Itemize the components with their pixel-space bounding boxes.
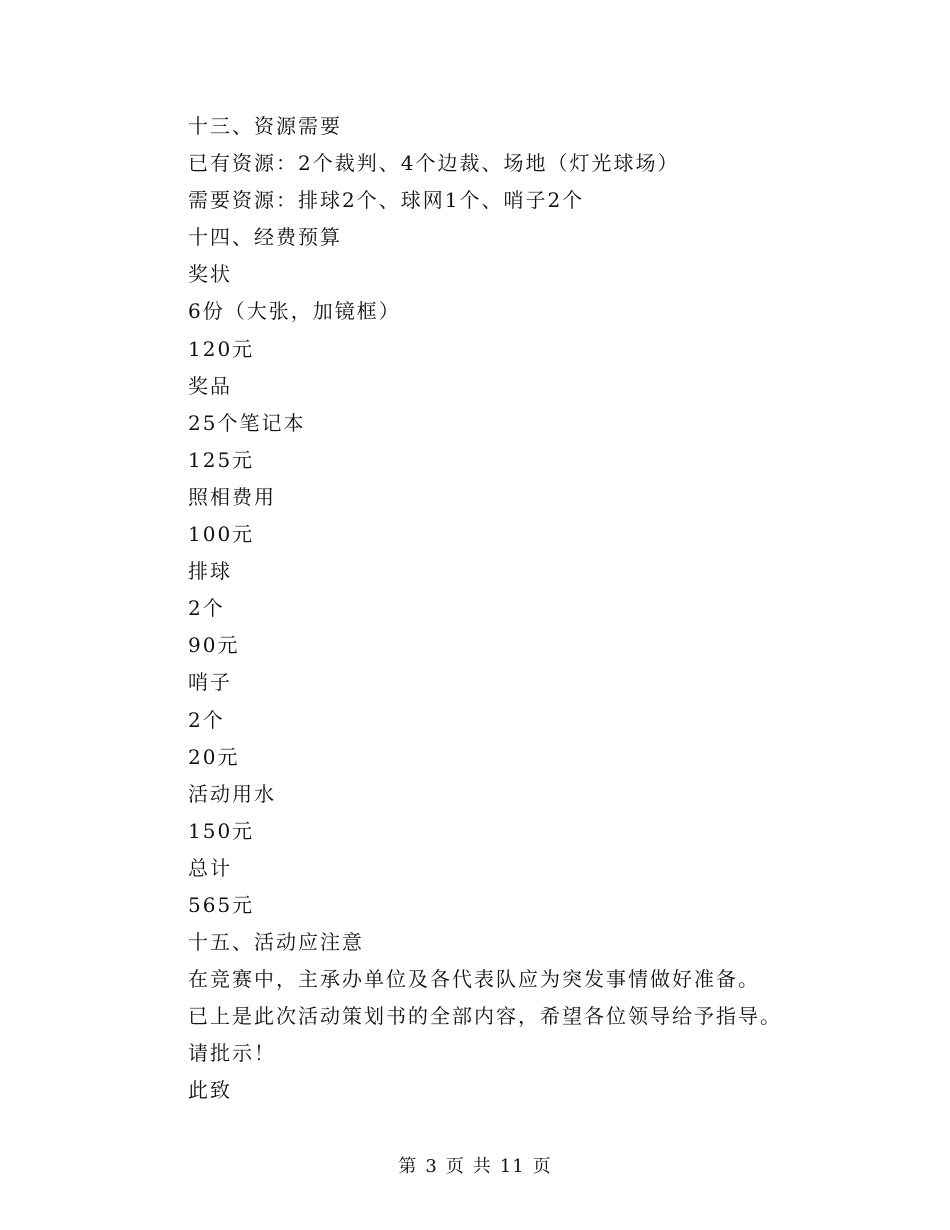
budget-item-quantity: 25个笔记本 [188,410,306,435]
budget-item-cost: 90元 [188,633,240,658]
closing-line: 此致 [188,1078,232,1103]
budget-total-value: 565元 [188,892,255,917]
page-footer [0,1152,950,1178]
budget-item-cost: 100元 [188,522,255,547]
footer-total-prefix: 共 [472,1156,492,1177]
footer-total-suffix: 页 [532,1156,552,1177]
section-heading-notes: 十五、活动应注意 [188,930,364,955]
budget-item-quantity: 2个 [188,707,225,732]
footer-page-mid: 页 [445,1156,465,1177]
paragraph-line: 已上是此次活动策划书的全部内容，希望各位领导给予指导。 [188,1004,782,1029]
footer-current-page: 3 [425,1156,438,1177]
paragraph-line: 请批示！ [188,1041,276,1066]
document-body [188,108,868,1110]
budget-item-name: 奖状 [188,262,232,287]
budget-item-cost: 150元 [188,818,255,843]
paragraph-line: 需要资源：排球2个、球网1个、哨子2个 [188,188,585,213]
paragraph-line: 在竞赛中，主承办单位及各代表队应为突发事情做好准备。 [188,967,760,992]
budget-item-name: 活动用水 [188,781,276,806]
budget-item-name: 奖品 [188,373,232,398]
budget-item-cost: 20元 [188,744,240,769]
footer-page-prefix: 第 [398,1156,418,1177]
paragraph-line: 已有资源：2个裁判、4个边裁、场地（灯光球场） [188,151,680,176]
budget-item-name: 排球 [188,559,232,584]
budget-item-quantity: 6份（大张，加镜框） [188,299,401,324]
budget-total-label: 总计 [188,855,232,880]
budget-item-name: 照相费用 [188,484,276,509]
footer-total-pages: 11 [499,1156,525,1177]
budget-item-cost: 120元 [188,336,255,361]
section-heading-resources: 十三、资源需要 [188,114,342,138]
section-heading-budget: 十四、经费预算 [188,225,342,250]
budget-item-name: 哨子 [188,670,232,695]
budget-item-cost: 125元 [188,447,255,472]
budget-item-quantity: 2个 [188,596,225,621]
